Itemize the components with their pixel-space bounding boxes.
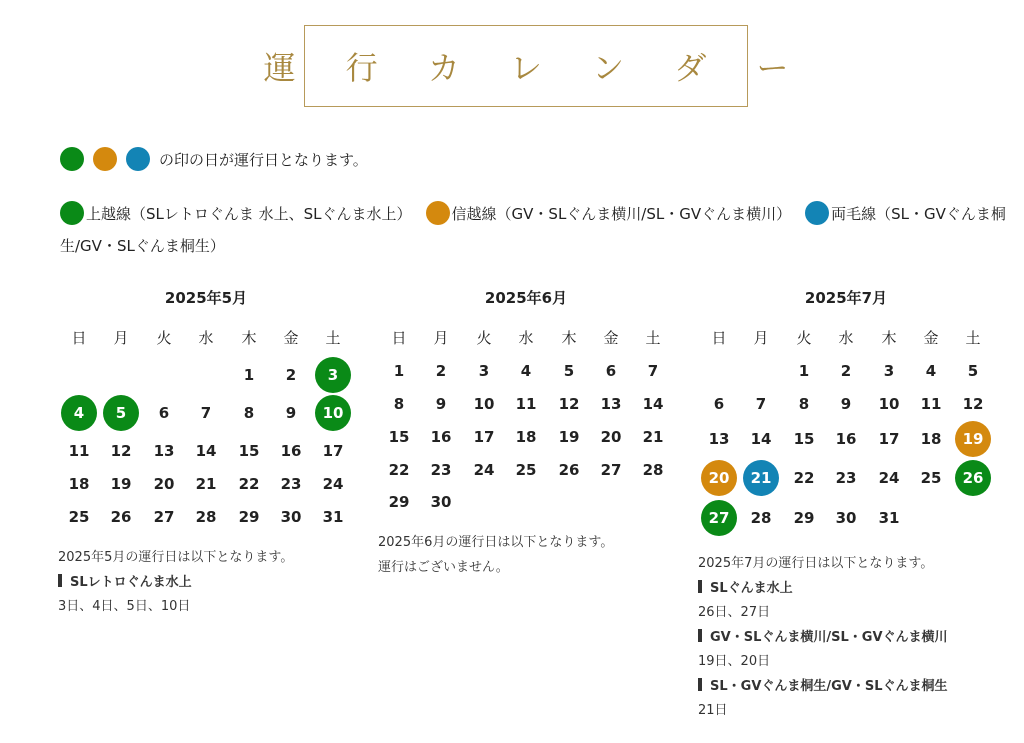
calendar-day-marked: 27 bbox=[701, 500, 737, 536]
calendar-day: 21 bbox=[642, 428, 664, 446]
calendar-day: 29 bbox=[388, 493, 410, 511]
blue-dot-icon bbox=[126, 147, 150, 171]
calendar-day: 12 bbox=[962, 395, 984, 413]
page-title-box bbox=[263, 25, 809, 107]
heading-bar-icon bbox=[698, 580, 702, 593]
calendar-day-marked: 19 bbox=[955, 421, 991, 457]
calendar-day: 26 bbox=[110, 508, 132, 526]
calendar-day: 23 bbox=[280, 475, 302, 493]
notes-text: 19日、20日 bbox=[698, 654, 771, 669]
weekday-header: 水 bbox=[198, 329, 214, 347]
weekday-header: 木 bbox=[881, 329, 897, 347]
calendar-day: 12 bbox=[110, 442, 132, 460]
calendar-day: 15 bbox=[238, 442, 260, 460]
notes-text: 26日、27日 bbox=[698, 605, 771, 620]
calendar-day: 1 bbox=[798, 362, 810, 380]
month-notes bbox=[58, 546, 368, 620]
month-title: 2025年5月 bbox=[164, 289, 248, 307]
calendar-day: 25 bbox=[920, 469, 942, 487]
calendar-day: 30 bbox=[835, 509, 857, 527]
weekday-header: 土 bbox=[325, 329, 341, 347]
weekday-header: 水 bbox=[518, 329, 534, 347]
calendar-day: 25 bbox=[68, 508, 90, 526]
calendar-day: 4 bbox=[925, 362, 937, 380]
weekday-header: 月 bbox=[113, 329, 129, 347]
weekday-header: 金 bbox=[603, 329, 619, 347]
calendar-day: 4 bbox=[520, 362, 532, 380]
calendar-day: 8 bbox=[243, 404, 255, 422]
calendar-day-marked: 5 bbox=[103, 395, 139, 431]
calendar-day: 18 bbox=[68, 475, 90, 493]
calendar-day: 15 bbox=[793, 430, 815, 448]
calendar-day: 19 bbox=[110, 475, 132, 493]
calendar-day: 2 bbox=[435, 362, 447, 380]
calendar-day: 5 bbox=[563, 362, 575, 380]
calendar-day: 24 bbox=[473, 461, 495, 479]
calendar-day: 29 bbox=[793, 509, 815, 527]
calendar-day-marked: 21 bbox=[743, 460, 779, 496]
calendar-day-marked: 3 bbox=[315, 357, 351, 393]
calendar-day: 21 bbox=[195, 475, 217, 493]
orange-dot-icon bbox=[93, 147, 117, 171]
calendar-day: 11 bbox=[68, 442, 90, 460]
weekday-header: 金 bbox=[923, 329, 939, 347]
calendar-day-marked: 26 bbox=[955, 460, 991, 496]
calendar-day: 6 bbox=[605, 362, 617, 380]
calendar-day: 11 bbox=[515, 395, 537, 413]
notes-train-heading bbox=[58, 571, 368, 596]
calendar-day-marked: 20 bbox=[701, 460, 737, 496]
calendar-day: 22 bbox=[238, 475, 260, 493]
calendar-day: 3 bbox=[478, 362, 490, 380]
notes-heading-text: GV・SLぐんま横川/SL・GVぐんま横川 bbox=[710, 629, 948, 645]
calendar-day-marked: 10 bbox=[315, 395, 351, 431]
calendar-day: 19 bbox=[558, 428, 580, 446]
calendar-day: 17 bbox=[878, 430, 900, 448]
notes-text: 2025年5月の運行日は以下となります。 bbox=[58, 550, 294, 565]
calendar-day: 3 bbox=[883, 362, 895, 380]
notes-heading-text: SLぐんま水上 bbox=[710, 580, 793, 596]
calendar-day: 1 bbox=[393, 362, 405, 380]
weekday-header: 月 bbox=[753, 329, 769, 347]
calendar-day: 28 bbox=[642, 461, 664, 479]
calendar-day: 2 bbox=[840, 362, 852, 380]
month-title: 2025年7月 bbox=[804, 289, 888, 307]
calendar-day: 20 bbox=[600, 428, 622, 446]
blue-dot-icon bbox=[805, 201, 829, 225]
calendar-day: 14 bbox=[195, 442, 217, 460]
calendar-day: 13 bbox=[600, 395, 622, 413]
notes-text: 3日、4日、5日、10日 bbox=[58, 599, 191, 614]
calendar-day: 9 bbox=[285, 404, 297, 422]
calendar-day: 18 bbox=[920, 430, 942, 448]
weekday-header: 木 bbox=[561, 329, 577, 347]
calendar-day: 28 bbox=[750, 509, 772, 527]
calendar-day: 31 bbox=[322, 508, 344, 526]
calendar-day: 31 bbox=[878, 509, 900, 527]
calendar-day: 13 bbox=[708, 430, 730, 448]
legend-green-label: 上越線（SLレトロぐんま 水上、SLぐんま水上） bbox=[86, 205, 412, 223]
green-dot-icon bbox=[60, 147, 84, 171]
calendar-day: 22 bbox=[388, 461, 410, 479]
heading-bar-icon bbox=[58, 574, 62, 587]
calendar-day: 30 bbox=[430, 493, 452, 511]
calendar-day: 7 bbox=[647, 362, 659, 380]
calendar-day: 22 bbox=[793, 469, 815, 487]
calendar-day: 23 bbox=[430, 461, 452, 479]
calendar-day: 2 bbox=[285, 366, 297, 384]
calendar-day: 25 bbox=[515, 461, 537, 479]
calendar-day: 8 bbox=[393, 395, 405, 413]
calendar-day: 9 bbox=[435, 395, 447, 413]
calendar-day: 20 bbox=[153, 475, 175, 493]
legend-blue-label: 両毛線（SL・GVぐんま桐生/GV・SLぐんま桐生） bbox=[60, 205, 1006, 255]
weekday-header: 水 bbox=[838, 329, 854, 347]
weekday-header: 木 bbox=[241, 329, 257, 347]
weekday-header: 日 bbox=[71, 329, 87, 347]
calendar-day: 14 bbox=[642, 395, 664, 413]
calendar-day: 27 bbox=[600, 461, 622, 479]
calendar-day: 23 bbox=[835, 469, 857, 487]
calendar-day: 10 bbox=[878, 395, 900, 413]
weekday-header: 日 bbox=[711, 329, 727, 347]
calendar-day: 29 bbox=[238, 508, 260, 526]
calendar-day: 17 bbox=[473, 428, 495, 446]
notes-text: 21日 bbox=[698, 703, 728, 718]
weekday-header: 火 bbox=[476, 329, 492, 347]
calendar-day: 28 bbox=[195, 508, 217, 526]
line-legend bbox=[60, 198, 1010, 262]
weekday-header: 火 bbox=[796, 329, 812, 347]
legend-orange-label: 信越線（GV・SLぐんま横川/SL・GVぐんま横川） bbox=[451, 205, 792, 223]
weekday-header: 土 bbox=[645, 329, 661, 347]
calendar-day: 14 bbox=[750, 430, 772, 448]
calendar-day: 15 bbox=[388, 428, 410, 446]
calendar-day: 30 bbox=[280, 508, 302, 526]
notes-train-heading bbox=[698, 577, 1008, 602]
calendar-day: 18 bbox=[515, 428, 537, 446]
calendar-day: 12 bbox=[558, 395, 580, 413]
notes-train-heading bbox=[698, 626, 1008, 651]
weekday-header: 土 bbox=[965, 329, 981, 347]
month-notes bbox=[698, 552, 1008, 724]
page-title: 運 行 カ レ ン ダ ー bbox=[263, 49, 809, 87]
calendar-day: 16 bbox=[280, 442, 302, 460]
calendar-day: 6 bbox=[158, 404, 170, 422]
calendar-day: 5 bbox=[967, 362, 979, 380]
green-dot-icon bbox=[60, 201, 84, 225]
calendar-day: 7 bbox=[755, 395, 767, 413]
calendar-day: 9 bbox=[840, 395, 852, 413]
legend-intro bbox=[60, 147, 368, 171]
notes-heading-text: SL・GVぐんま桐生/GV・SLぐんま桐生 bbox=[710, 678, 948, 694]
notes-heading-text: SLレトロぐんま水上 bbox=[70, 574, 192, 590]
notes-text: 2025年6月の運行日は以下となります。 bbox=[378, 535, 614, 550]
notes-text: 2025年7月の運行日は以下となります。 bbox=[698, 556, 934, 571]
weekday-header: 金 bbox=[283, 329, 299, 347]
calendar-day: 13 bbox=[153, 442, 175, 460]
calendar-day: 11 bbox=[920, 395, 942, 413]
weekday-header: 月 bbox=[433, 329, 449, 347]
orange-dot-icon bbox=[426, 201, 450, 225]
heading-bar-icon bbox=[698, 629, 702, 642]
weekday-header: 火 bbox=[156, 329, 172, 347]
notes-train-heading bbox=[698, 675, 1008, 700]
calendar-day-marked: 4 bbox=[61, 395, 97, 431]
legend-intro-text: の印の日が運行日となります。 bbox=[159, 150, 368, 169]
calendar-day: 10 bbox=[473, 395, 495, 413]
calendar-day: 17 bbox=[322, 442, 344, 460]
calendar-day: 26 bbox=[558, 461, 580, 479]
calendar-day: 24 bbox=[878, 469, 900, 487]
notes-text: 運行はございません。 bbox=[378, 559, 509, 575]
calendar-day: 27 bbox=[153, 508, 175, 526]
month-title: 2025年6月 bbox=[484, 289, 568, 307]
calendar-day: 1 bbox=[243, 366, 255, 384]
weekday-header: 日 bbox=[391, 329, 407, 347]
calendar-day: 24 bbox=[322, 475, 344, 493]
heading-bar-icon bbox=[698, 678, 702, 691]
calendar-day: 8 bbox=[798, 395, 810, 413]
calendar-day: 16 bbox=[430, 428, 452, 446]
calendar-day: 6 bbox=[713, 395, 725, 413]
month-notes bbox=[378, 531, 688, 580]
calendar-day: 16 bbox=[835, 430, 857, 448]
calendar-day: 7 bbox=[200, 404, 212, 422]
